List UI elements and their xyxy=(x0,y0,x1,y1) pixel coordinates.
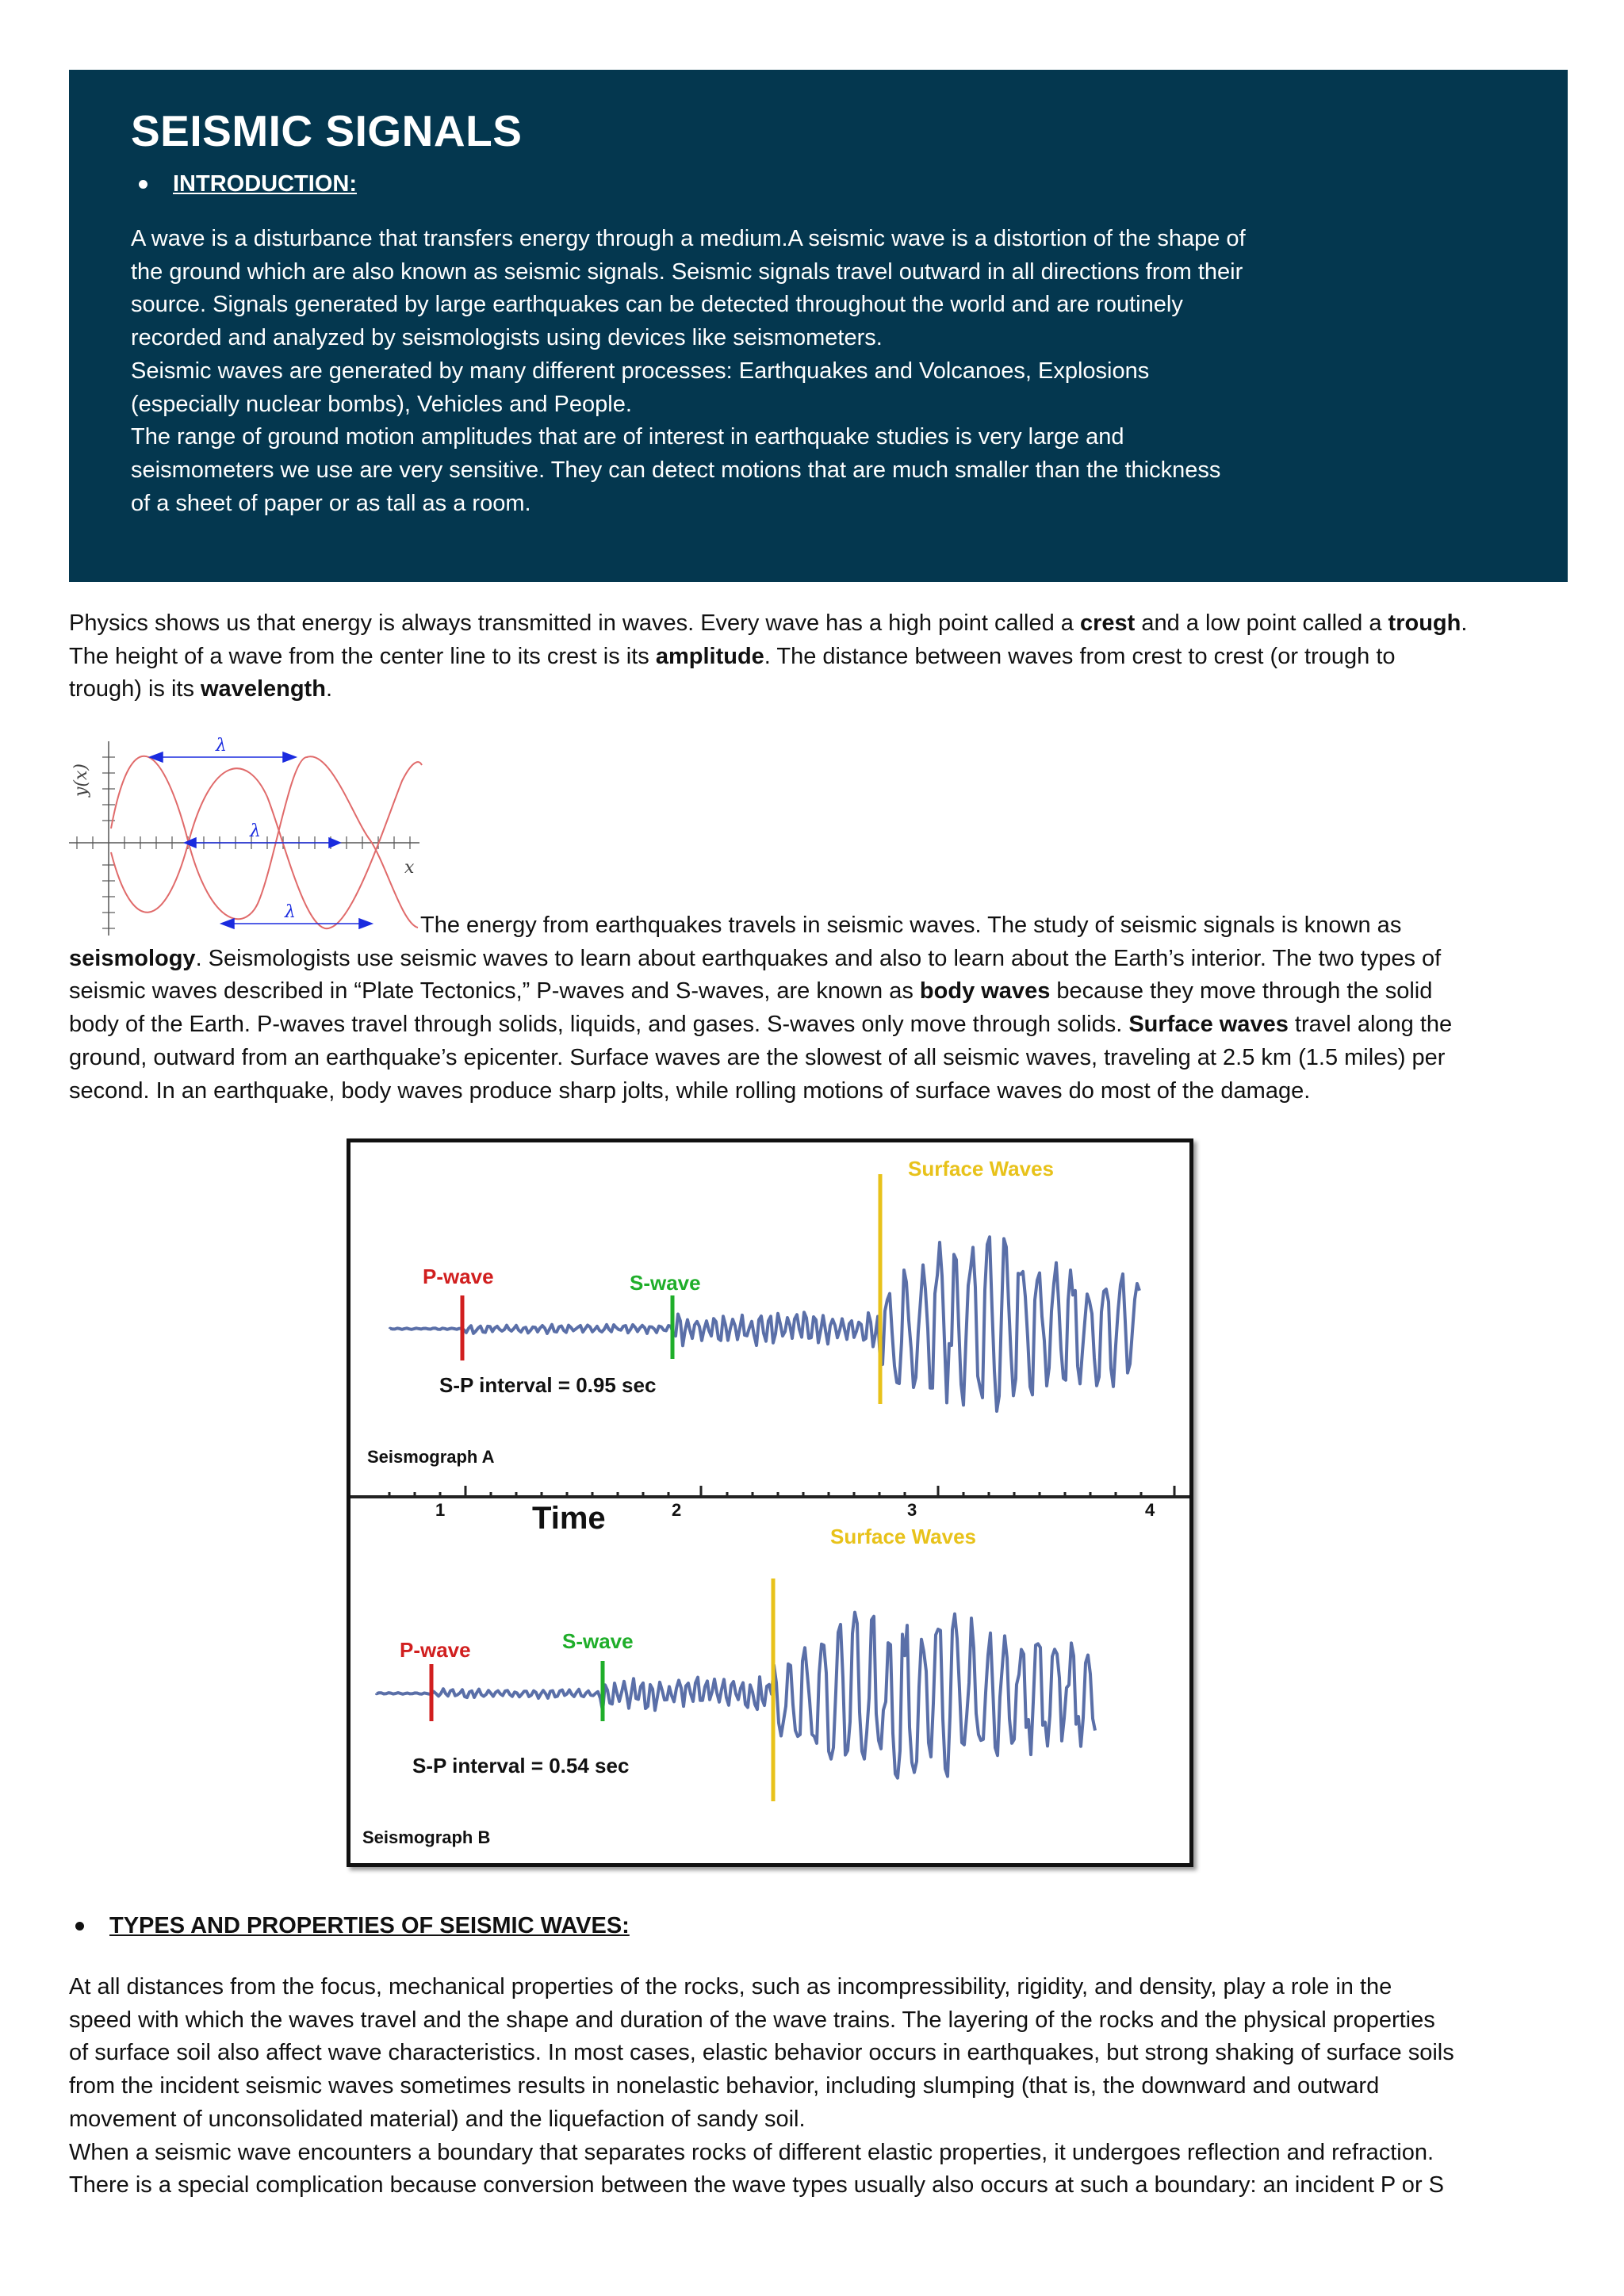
text-line: ground, outward from an earthquake’s epicenter. Surface waves are the slowest of all seismic waves, traveling at 2.5 km (1.5 miles) per xyxy=(69,1044,1446,1070)
intro-line: seismometers we use are very sensitive. They can detect motions that are much smaller than the thickness xyxy=(131,457,1221,483)
intro-line: source. Signals generated by large earthquakes can be detected throughout the world and are routinely xyxy=(131,292,1183,318)
text-line: There is a special complication because conversion between the wave types usually also occurs at such a boundary: an incident P or S xyxy=(69,2172,1444,2198)
intro-heading-text: INTRODUCTION: xyxy=(173,171,357,197)
text-line: of surface soil also affect wave characteristics. In most cases, elastic behavior occurs in earthquakes, but strong shaking of surface soils xyxy=(69,2040,1454,2066)
surface-wave-label-a: Surface Waves xyxy=(908,1157,1055,1181)
intro-line: the ground which are also known as seismic signals. Seismic signals travel outward in all directions from their xyxy=(131,258,1243,285)
time-tick-label: 2 xyxy=(672,1500,682,1520)
p-wave-label-b: P-wave xyxy=(400,1638,471,1662)
text-line: speed with which the waves travel and the shape and duration of the wave trains. The layering of the rocks and the physical properties xyxy=(69,2007,1435,2033)
seismograph-svg xyxy=(347,1138,1193,1867)
time-tick-label: 4 xyxy=(1145,1500,1155,1520)
wave-basics-paragraph xyxy=(69,607,1572,706)
time-axis-label: Time xyxy=(532,1501,606,1536)
section-heading xyxy=(69,1913,630,1939)
lambda-label: λ xyxy=(216,736,227,756)
text-span: . xyxy=(1461,610,1468,636)
sp-interval-b: S-P interval = 0.54 sec xyxy=(412,1754,630,1777)
text-span: Physics shows us that energy is always transmitted in waves. Every wave has a high point called a xyxy=(69,610,1080,636)
intro-line: of a sheet of paper or as tall as a room. xyxy=(131,490,531,516)
intro-line: A wave is a disturbance that transfers energy through a medium.A seismic wave is a distortion of the shape of xyxy=(131,226,1246,251)
text-span: seismic waves described in “Plate Tectonics,” P-waves and S-waves, are known as xyxy=(69,978,920,1004)
seismograph-a-name: Seismograph A xyxy=(367,1447,495,1467)
y-axis-label: y(x) xyxy=(71,763,91,797)
time-tick-label: 3 xyxy=(907,1500,917,1520)
intro-banner xyxy=(69,70,1568,582)
text-line: second. In an earthquake, body waves produce sharp jolts, while rolling motions of surface waves do most of the damage. xyxy=(69,1077,1311,1104)
text-span: The height of a wave from the center line to its crest is its xyxy=(69,643,656,669)
seismology-paragraph xyxy=(69,909,1572,1108)
wavelength-diagram xyxy=(69,733,430,936)
wave-properties-paragraph xyxy=(69,1971,1572,2202)
bullet-icon xyxy=(139,180,147,189)
time-ticks xyxy=(389,1486,1174,1497)
seismograph-b-name: Seismograph B xyxy=(362,1827,491,1847)
lambda-label: λ xyxy=(285,902,296,922)
seismograph-figure xyxy=(347,1138,1198,1872)
cosine-curve xyxy=(111,762,422,928)
term-wavelength: wavelength xyxy=(201,676,326,702)
text-span: . The distance between waves from crest to crest (or trough to xyxy=(764,643,1396,669)
intro-line: (especially nuclear bombs), Vehicles and People. xyxy=(131,391,632,417)
page-title: SEISMIC SIGNALS xyxy=(131,106,523,155)
s-wave-label-a: S-wave xyxy=(630,1271,701,1295)
text-span: and a low point called a xyxy=(1135,610,1388,636)
section-heading-text: TYPES AND PROPERTIES OF SEISMIC WAVES: xyxy=(109,1913,630,1938)
text-span: trough) is its xyxy=(69,676,201,702)
p-wave-label-a: P-wave xyxy=(423,1265,494,1288)
text-line: When a seismic wave encounters a boundary that separates rocks of different elastic properties, it undergoes reflection and refraction. xyxy=(69,2139,1434,2165)
time-tick-label: 1 xyxy=(435,1500,446,1520)
text-line: The energy from earthquakes travels in seismic waves. The study of seismic signals is known as xyxy=(420,913,1402,938)
term-amplitude: amplitude xyxy=(655,643,764,669)
term-surface-waves: Surface waves xyxy=(1128,1012,1289,1038)
text-line: movement of unconsolidated material) and the liquefaction of sandy soil. xyxy=(69,2106,806,2132)
x-axis-label: x xyxy=(404,858,415,878)
text-line: from the incident seismic waves sometimes results in nonelastic behavior, including slumping (that is, the downward and outward xyxy=(69,2073,1380,2099)
sp-interval-a: S-P interval = 0.95 sec xyxy=(439,1373,657,1397)
bullet-icon xyxy=(75,1922,84,1931)
text-span: because they move through the solid xyxy=(1050,978,1433,1004)
surface-wave-label-b: Surface Waves xyxy=(830,1525,977,1548)
text-span: . xyxy=(325,676,332,702)
intro-line: Seismic waves are generated by many different processes: Earthquakes and Volcanoes, Explosions xyxy=(131,358,1150,384)
text-line: At all distances from the focus, mechanical properties of the rocks, such as incompressibility, rigidity, and density, play a role in the xyxy=(69,1974,1392,1999)
term-body-waves: body waves xyxy=(919,978,1051,1004)
intro-heading xyxy=(131,171,1506,197)
text-span: travel along the xyxy=(1288,1012,1453,1038)
lambda-label: λ xyxy=(250,821,261,841)
term-seismology: seismology xyxy=(69,945,196,971)
sine-curve xyxy=(111,756,418,928)
text-span: . Seismologists use seismic waves to learn about earthquakes and also to learn about the Earth’s interior. The two types of xyxy=(195,945,1442,971)
term-trough: trough xyxy=(1388,610,1461,636)
text-span: body of the Earth. P-waves travel through solids, liquids, and gases. S-waves only move through solids. xyxy=(69,1012,1129,1038)
intro-line: recorded and analyzed by seismologists using devices like seismometers. xyxy=(131,325,883,351)
intro-line: The range of ground motion amplitudes that are of interest in earthquake studies is very large and xyxy=(131,424,1124,450)
lambda-arrows xyxy=(150,752,372,928)
s-wave-label-b: S-wave xyxy=(562,1629,634,1653)
intro-paragraph xyxy=(131,223,1506,520)
term-crest: crest xyxy=(1080,610,1136,636)
wavelength-svg xyxy=(69,733,430,936)
